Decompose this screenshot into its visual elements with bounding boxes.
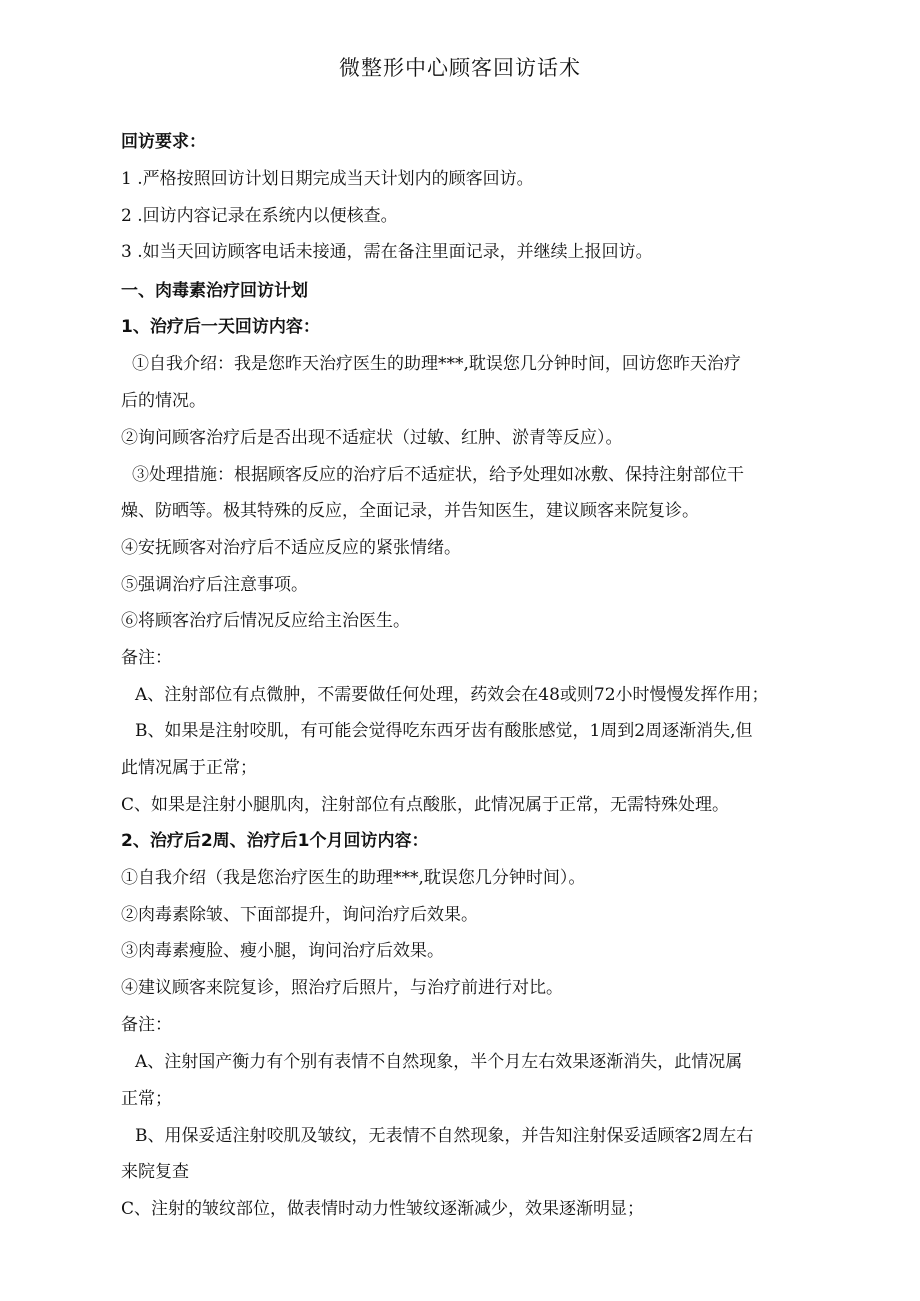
part1-item4: ④安抚顾客对治疗后不适应反应的紧张情绪。 (121, 538, 461, 558)
part2-note-a-line2: 正常； (121, 1089, 172, 1109)
requirement-1: 1 .严格按照回访计划日期完成当天计划内的顾客回访。 (121, 169, 534, 189)
part1-item3-line1: ③处理措施：根据顾客反应的治疗后不适症状，给予处理如冰敷、保持注射部位干 (132, 465, 744, 485)
part1-note-b-line2: 此情况属于正常； (121, 758, 257, 778)
part2-item2: ②肉毒素除皱、下面部提升，询问治疗后效果。 (121, 905, 478, 925)
part2-note-label: 备注： (121, 1015, 172, 1035)
part2-item4: ④建议顾客来院复诊，照治疗后照片，与治疗前进行对比。 (121, 978, 563, 998)
part1-item3-line2: 燥、防晒等。极其特殊的反应，全面记录，并告知医生，建议顾客来院复诊。 (121, 501, 699, 521)
part1-item2: ②询问顾客治疗后是否出现不适症状（过敏、红肿、淤青等反应）。 (121, 428, 623, 448)
part2-item1: ①自我介绍（我是您治疗医生的助理***,耽误您几分钟时间）。 (121, 868, 586, 888)
part1-item5: ⑤强调治疗后注意事项。 (121, 575, 308, 595)
part1-note-a: A、注射部位有点微肿，不需要做任何处理，药效会在48或则72小时慢慢发挥作用； (135, 685, 769, 705)
part1-item6: ⑥将顾客治疗后情况反应给主治医生。 (121, 611, 410, 631)
part2-note-b-line2: 来院复查 (121, 1162, 189, 1182)
part1-item1-line1: ①自我介绍：我是您昨天治疗医生的助理***,耽误您几分钟时间，回访您昨天治疗 (132, 354, 741, 374)
requirement-3: 3 .如当天回访顾客电话未接通，需在备注里面记录，并继续上报回访。 (121, 242, 653, 262)
part1-heading: 1、治疗后一天回访内容： (121, 317, 320, 337)
part2-note-b-line1: B、用保妥适注射咬肌及皱纹，无表情不自然现象，并告知注射保妥适顾客2周左右 (135, 1126, 754, 1146)
part1-item1-line2: 后的情况。 (121, 391, 206, 411)
part2-note-a-line1: A、注射国产衡力有个别有表情不自然现象，半个月左右效果逐渐消失，此情况属 (135, 1052, 743, 1072)
page-title: 微整形中心顾客回访话术 (339, 56, 581, 80)
part1-note-label: 备注： (121, 648, 172, 668)
part2-heading: 2、治疗后2周、治疗后1个月回访内容： (121, 831, 429, 851)
section-heading-botox: 一、肉毒素治疗回访计划 (121, 281, 308, 301)
part2-item3: ③肉毒素瘦脸、瘦小腿，询问治疗后效果。 (121, 941, 444, 961)
part2-note-c: C、注射的皱纹部位，做表情时动力性皱纹逐渐减少，效果逐渐明显； (121, 1199, 645, 1219)
requirements-heading: 回访要求： (121, 132, 206, 152)
part1-note-c: C、如果是注射小腿肌肉，注射部位有点酸胀，此情况属于正常，无需特殊处理。 (121, 795, 730, 815)
part1-note-b-line1: B、如果是注射咬肌，有可能会觉得吃东西牙齿有酸胀感觉，1周到2周逐渐消失,但 (135, 721, 753, 741)
requirement-2: 2 .回访内容记录在系统内以便核查。 (121, 206, 398, 226)
